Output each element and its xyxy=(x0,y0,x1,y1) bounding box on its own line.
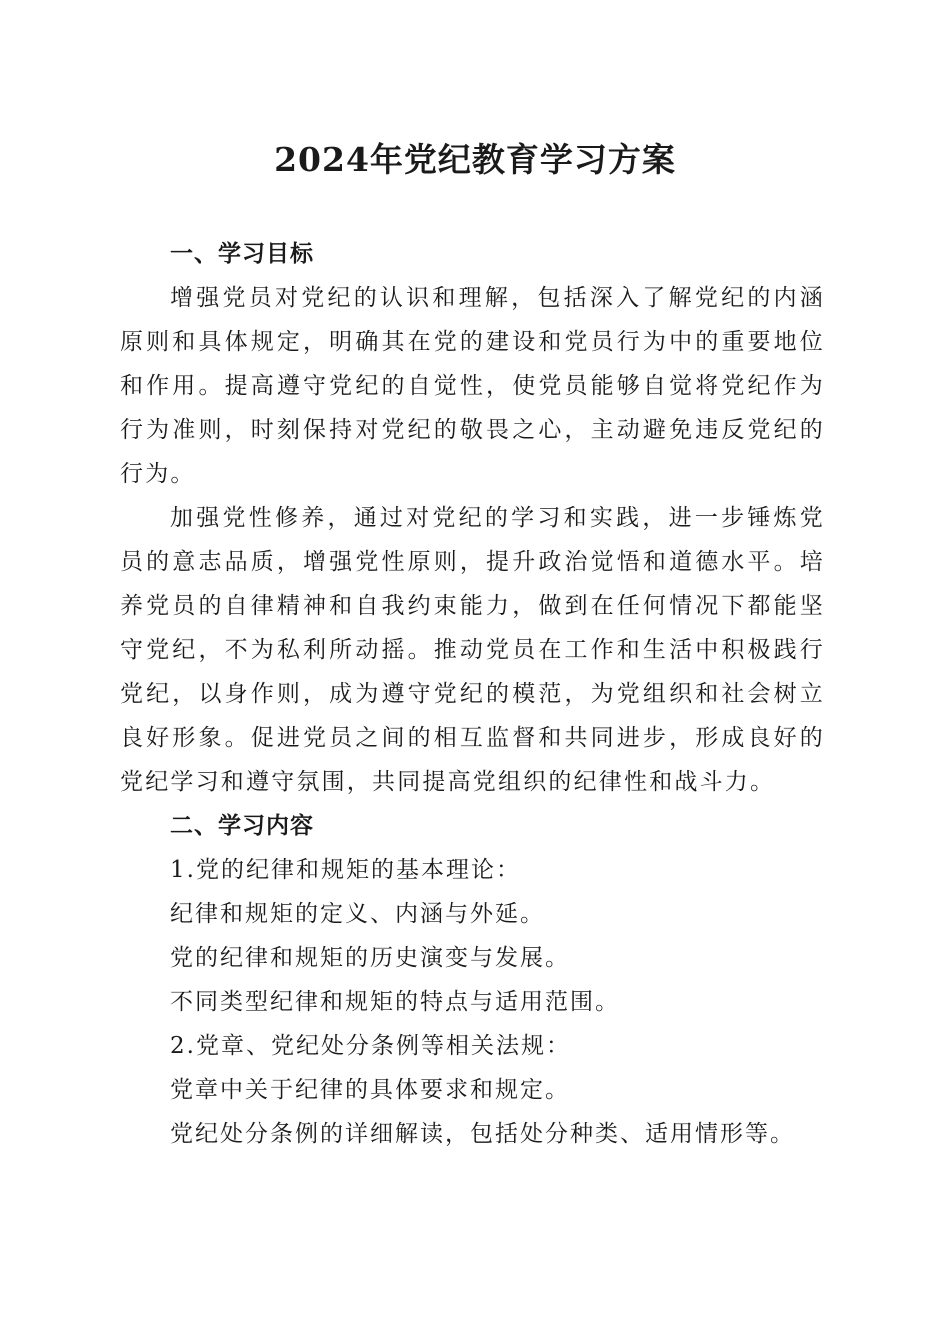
section-heading-learning-goals: 一、学习目标 xyxy=(170,241,314,267)
section-heading-learning-content: 二、学习内容 xyxy=(170,813,314,839)
content-item-1-title: 1.党的纪律和规矩的基本理论： xyxy=(170,857,521,883)
content-item-2-title: 2.党章、党纪处分条例等相关法规： xyxy=(170,1033,571,1059)
content-line: 党纪处分条例的详细解读，包括处分种类、适用情形等。 xyxy=(170,1121,795,1147)
content-line: 党的纪律和规矩的历史演变与发展。 xyxy=(170,945,570,971)
paragraph-goals-1: 增强党员对党纪的认识和理解，包括深入了解党纪的内涵原则和具体规定，明确其在党的建设和党员行为中的重要地位和作用。提高遵守党纪的自觉性，使党员能够自觉将党纪作为行为准则，时刻保持对党纪的敬畏之心，主动避免违反党纪的行为。 xyxy=(120,285,825,487)
document-title: 2024年党纪教育学习方案 xyxy=(274,140,676,179)
content-line: 不同类型纪律和规矩的特点与适用范围。 xyxy=(170,989,620,1015)
content-line: 党章中关于纪律的具体要求和规定。 xyxy=(170,1077,570,1103)
content-line: 纪律和规矩的定义、内涵与外延。 xyxy=(170,901,545,927)
document-body xyxy=(120,232,825,1156)
paragraph-goals-2: 加强党性修养，通过对党纪的学习和实践，进一步锤炼党员的意志品质，增强党性原则，提升政治觉悟和道德水平。培养党员的自律精神和自我约束能力，做到在任何情况下都能坚守党纪，不为私利所动摇。推动党员在工作和生活中积极践行党纪，以身作则，成为遵守党纪的模范，为党组织和社会树立良好形象。促进党员之间的相互监督和共同进步，形成良好的党纪学习和遵守氛围，共同提高党组织的纪律性和战斗力。 xyxy=(120,505,825,795)
